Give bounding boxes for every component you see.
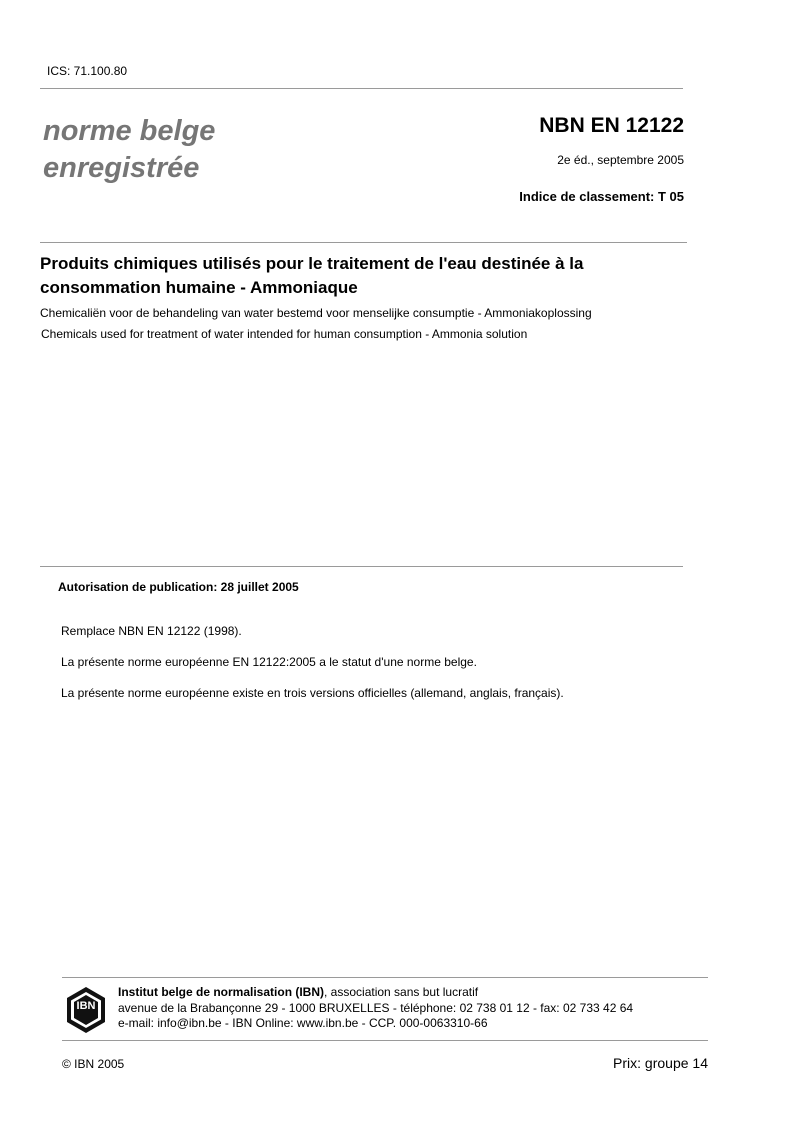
publication-authorization: Autorisation de publication: 28 juillet 2005	[58, 580, 299, 594]
price-group: Prix: groupe 14	[613, 1055, 708, 1071]
edition: 2e éd., septembre 2005	[557, 153, 684, 167]
norm-title-line1: norme belge	[43, 115, 216, 147]
norm-title	[43, 113, 215, 187]
footer-top-divider	[62, 977, 708, 978]
institute-contact: e-mail: info@ibn.be - IBN Online: www.ibn.be - CCP. 000-0063310-66	[118, 1016, 488, 1030]
logo-text-top: IBN	[76, 1000, 96, 1012]
header-divider	[40, 88, 683, 89]
title-divider	[40, 242, 687, 243]
institute-name: Institut belge de normalisation (IBN)	[118, 985, 325, 999]
footer-bottom-divider	[62, 1040, 708, 1041]
institute-type: , association sans but lucratif	[324, 985, 479, 999]
ibn-logo-icon	[66, 986, 106, 1034]
title-french: Produits chimiques utilisés pour le traitement de l'eau destinée à la consommation humaine - Ammoniaque	[40, 254, 584, 297]
ics-code: ICS: 71.100.80	[47, 64, 128, 78]
institute-info	[118, 985, 633, 1032]
publication-divider	[40, 566, 683, 567]
copyright: © IBN 2005	[62, 1057, 125, 1071]
norm-title-line2: enregistrée	[43, 152, 200, 184]
note-status: La présente norme européenne EN 12122:2005 a le statut d'une norme belge.	[61, 655, 477, 669]
classification-index: Indice de classement: T 05	[519, 189, 684, 204]
institute-line-name	[118, 985, 633, 1001]
note-replaces: Remplace NBN EN 12122 (1998).	[61, 624, 242, 638]
standard-number: NBN EN 12122	[539, 114, 684, 137]
institute-address: avenue de la Brabançonne 29 - 1000 BRUXELLES - téléphone: 02 738 01 12 - fax: 02 733 42 64	[118, 1000, 634, 1015]
title-english: Chemicals used for treatment of water intended for human consumption - Ammonia solution	[41, 327, 528, 341]
note-versions: La présente norme européenne existe en trois versions officielles (allemand, anglais, français).	[61, 686, 564, 700]
title-dutch: Chemicaliën voor de behandeling van water bestemd voor menselijke consumptie - Ammoniakoplossing	[40, 306, 592, 320]
